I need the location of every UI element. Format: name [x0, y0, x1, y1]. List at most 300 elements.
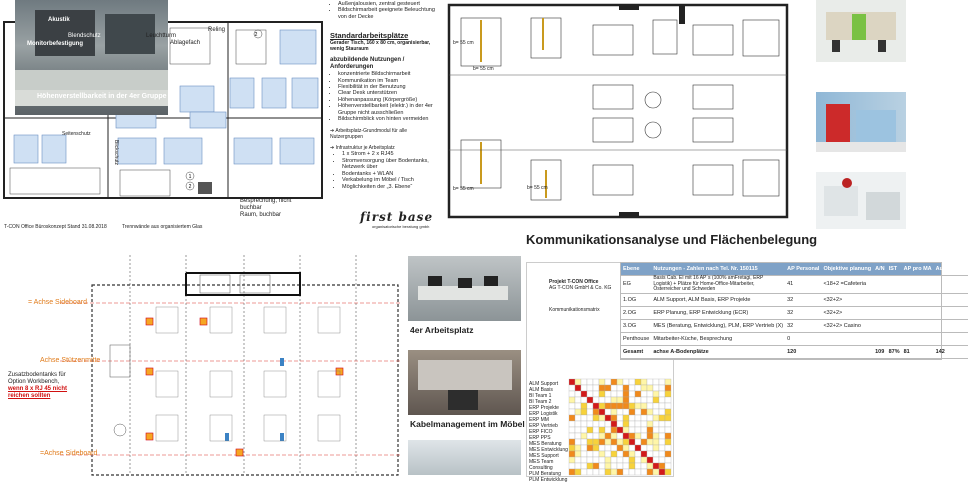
matrix-cell	[575, 451, 581, 457]
cell: 81	[902, 345, 934, 358]
matrix-cell	[599, 469, 605, 475]
matrix-cell	[653, 457, 659, 463]
caption-4er-arbeitsplatz: 4er Arbeitsplatz	[410, 325, 474, 335]
matrix-cell	[653, 451, 659, 457]
legend-besprechung: Besprechung, nicht buchbar	[240, 198, 292, 211]
matrix-cell	[569, 457, 575, 463]
matrix-cell	[665, 445, 671, 451]
dim-label: b= 55 cm	[527, 185, 548, 191]
matrix-cell	[611, 451, 617, 457]
matrix-cell	[587, 457, 593, 463]
label-monitorbefestigung: Monitorbefestigung	[27, 41, 83, 47]
matrix-cell	[575, 385, 581, 391]
matrix-row: MES Team Consulting	[529, 459, 554, 471]
matrix-cell	[599, 445, 605, 451]
matrix-cell	[569, 415, 575, 421]
matrix-cell	[587, 385, 593, 391]
cell	[873, 276, 886, 294]
matrix-cell	[575, 445, 581, 451]
cell	[873, 306, 886, 319]
matrix-cell	[593, 433, 599, 439]
matrix-cell	[593, 379, 599, 385]
cell	[887, 276, 902, 294]
matrix-cell	[665, 469, 671, 475]
matrix-cell	[611, 403, 617, 409]
matrix-cell	[611, 463, 617, 469]
matrix-cell	[659, 397, 665, 403]
matrix-cell	[629, 469, 635, 475]
header-cell: Auslastung	[934, 263, 968, 276]
matrix-cell	[593, 421, 599, 427]
matrix-cell	[665, 433, 671, 439]
matrix-company: AG T-CON GmbH & Co. KG	[549, 285, 612, 291]
cell: <32+2>	[821, 293, 873, 306]
matrix-cell	[569, 451, 575, 457]
matrix-cell	[647, 439, 653, 445]
matrix-cell	[587, 415, 593, 421]
label-akustik: Akustik	[48, 17, 70, 23]
floor-plan-bottom-drawing	[0, 255, 402, 475]
matrix-cell	[569, 385, 575, 391]
matrix-cell	[569, 391, 575, 397]
matrix-cell	[623, 397, 629, 403]
matrix-cell	[587, 451, 593, 457]
cell: ALM Support, ALM Basis, ERP Projekte	[651, 293, 785, 306]
label-achse-stuetzenmitte: Achse Stützenmitte	[40, 357, 101, 364]
label-reling: Reling	[208, 27, 226, 33]
matrix-cell	[653, 427, 659, 433]
matrix-cell	[659, 451, 665, 457]
matrix-cell	[653, 469, 659, 475]
label-seitenschutz: Seitenschutz	[62, 131, 91, 137]
matrix-cell	[635, 463, 641, 469]
note-text: Zusatzbodentanks für Option Workbench,	[8, 372, 66, 385]
matrix-cell	[617, 421, 623, 427]
table-row	[621, 293, 968, 306]
matrix-cell	[659, 415, 665, 421]
svg-text:2: 2	[254, 32, 258, 38]
cell: 32	[785, 293, 821, 306]
matrix-cell	[617, 403, 623, 409]
first-base-logo	[360, 210, 433, 229]
matrix-cell	[641, 469, 647, 475]
page-heading: Kommunikationsanalyse und Flächenbelegung	[526, 232, 818, 247]
matrix-title: Kommunikationsmatrix	[549, 307, 600, 313]
dim-label: b= 55 cm	[473, 66, 494, 72]
requirements-panel	[330, 0, 440, 200]
matrix-cell	[659, 457, 665, 463]
photo-desk-group	[816, 0, 906, 62]
header-cell: IST	[887, 263, 902, 276]
header-cell: Nutzungen - Zahlen nach Tel. Nr. 150115	[651, 263, 785, 276]
matrix-cell	[647, 433, 653, 439]
label-leuchtturm: Leuchtturm	[146, 33, 177, 39]
matrix-cell	[581, 397, 587, 403]
matrix-cell	[635, 415, 641, 421]
matrix-cell	[629, 439, 635, 445]
matrix-cell	[659, 433, 665, 439]
matrix-row: ALM Support	[529, 381, 559, 387]
matrix-cell	[593, 403, 599, 409]
matrix-cell	[593, 457, 599, 463]
matrix-cell	[659, 427, 665, 433]
matrix-cell	[665, 421, 671, 427]
cell	[873, 319, 886, 332]
matrix-cell	[635, 439, 641, 445]
table-row-total	[621, 345, 968, 358]
svg-text:1: 1	[188, 174, 192, 180]
matrix-cell	[611, 433, 617, 439]
req-arrow2: Infrastruktur je Arbeitsplatz	[335, 145, 395, 152]
matrix-cell	[593, 397, 599, 403]
matrix-cell	[653, 415, 659, 421]
cell: 32	[785, 306, 821, 319]
req-infra	[330, 151, 440, 189]
matrix-row: MES Entwicklung	[529, 447, 568, 453]
matrix-cell	[581, 457, 587, 463]
matrix-cell	[659, 379, 665, 385]
cell: <18+2 =Cafeteria	[821, 276, 873, 294]
matrix-cell	[593, 463, 599, 469]
matrix-cell	[629, 427, 635, 433]
matrix-cell	[611, 427, 617, 433]
matrix-cell	[617, 409, 623, 415]
matrix-cell	[605, 469, 611, 475]
matrix-cell	[659, 445, 665, 451]
table-row	[621, 332, 968, 345]
matrix-cell	[635, 391, 641, 397]
req-arrow1: Arbeitsplatz-Grundmodul für alle Nutzergruppen	[330, 128, 408, 141]
req-bullet: • Höhenanpassung (Körpergröße)	[338, 97, 440, 103]
matrix-cell	[647, 451, 653, 457]
matrix-cell	[569, 463, 575, 469]
label-achse-sideboard-1: = Achse Sideboard	[28, 299, 87, 306]
matrix-cell	[617, 427, 623, 433]
matrix-cell	[599, 463, 605, 469]
matrix-cell	[641, 421, 647, 427]
matrix-cell	[587, 427, 593, 433]
floor-plan-bottom	[0, 255, 402, 475]
matrix-cell	[569, 469, 575, 475]
matrix-cell	[653, 439, 659, 445]
dim-label: b= 55 cm	[453, 40, 474, 46]
matrix-cell	[641, 463, 647, 469]
matrix-cell	[665, 427, 671, 433]
matrix-cell	[605, 433, 611, 439]
matrix-cell	[599, 421, 605, 427]
matrix-cell	[623, 403, 629, 409]
matrix-cell	[635, 409, 641, 415]
matrix-cell	[653, 421, 659, 427]
label-blickschutz: Blickschutz	[113, 140, 119, 166]
matrix-cell	[581, 385, 587, 391]
matrix-cell	[605, 427, 611, 433]
matrix-cell	[605, 463, 611, 469]
matrix-cell	[647, 457, 653, 463]
matrix-cell	[599, 403, 605, 409]
matrix-cell	[659, 409, 665, 415]
footer-center: Trennwände aus organisiertem Glas	[122, 224, 203, 230]
matrix-cell	[569, 403, 575, 409]
matrix-cell	[659, 391, 665, 397]
photo-office-white	[816, 172, 906, 229]
matrix-cell	[605, 379, 611, 385]
matrix-cell	[611, 421, 617, 427]
matrix-cell	[587, 433, 593, 439]
matrix-cell	[653, 463, 659, 469]
cell: 109	[873, 345, 886, 358]
matrix-cell	[587, 469, 593, 475]
logo-subtext: organisatorische beratung gmbh	[372, 224, 430, 229]
matrix-cell	[623, 439, 629, 445]
req-section: abzubildende Nutzungen / Anforderungen	[330, 57, 405, 71]
matrix-cell	[587, 421, 593, 427]
matrix-cell	[575, 463, 581, 469]
matrix-cell	[665, 379, 671, 385]
cell	[902, 306, 934, 319]
matrix-cell	[647, 397, 653, 403]
matrix-cell	[623, 427, 629, 433]
matrix-cell	[581, 433, 587, 439]
matrix-cell	[605, 409, 611, 415]
header-cell: AP pro MA	[902, 263, 934, 276]
matrix-cell	[665, 397, 671, 403]
cell: EG	[621, 276, 651, 294]
matrix-cell	[641, 415, 647, 421]
matrix-cell	[623, 409, 629, 415]
cell: 1.OG	[621, 293, 651, 306]
note-red: wenn 8 x RJ 45 nicht reichen sollten	[8, 386, 68, 399]
matrix-cell	[617, 415, 623, 421]
cell	[887, 332, 902, 345]
matrix-cell	[581, 379, 587, 385]
req-top-2: • Bildschirmarbeit geeignete Beleuchtung von der Decke	[338, 7, 440, 20]
dim-label: b= 55 cm	[453, 186, 474, 192]
floor-plan-center-drawing	[443, 0, 796, 222]
matrix-cell	[623, 451, 629, 457]
matrix-cell	[623, 385, 629, 391]
cell: Penthouse	[621, 332, 651, 345]
matrix-cell	[629, 433, 635, 439]
matrix-cell	[611, 469, 617, 475]
legend-raum: Raum, buchbar	[240, 212, 282, 218]
workstation-photo	[15, 0, 168, 115]
matrix-cell	[575, 403, 581, 409]
matrix-cell	[587, 397, 593, 403]
matrix-cell	[665, 409, 671, 415]
matrix-cell	[581, 409, 587, 415]
matrix-cell	[575, 397, 581, 403]
matrix-cell	[599, 391, 605, 397]
matrix-cell	[599, 415, 605, 421]
matrix-cell	[623, 421, 629, 427]
table-row	[621, 276, 968, 294]
matrix-cell	[629, 421, 635, 427]
matrix-cell	[641, 409, 647, 415]
cell	[934, 306, 968, 319]
cell: 32	[785, 319, 821, 332]
matrix-cell	[617, 457, 623, 463]
cell: <32+2> Casino	[821, 319, 873, 332]
matrix-cell	[611, 439, 617, 445]
matrix-cell	[665, 415, 671, 421]
matrix-row: MES Support	[529, 453, 559, 459]
cell: 0	[785, 332, 821, 345]
cell	[934, 332, 968, 345]
matrix-cell	[599, 385, 605, 391]
matrix-row: MES Beratung	[529, 441, 562, 447]
matrix-row: BI Team 1	[529, 393, 552, 399]
matrix-cell	[587, 439, 593, 445]
cell: Basis Cab. EI mit 16 AP´s (100% amFretagi, ERP Logistik) + Plätze für Home-Office-Mitarbeiter, Österreicher und Schweden	[651, 276, 785, 294]
cell: MES (Beratung, Entwicklung), PLM, ERP Vertrieb (X)	[651, 319, 785, 332]
matrix-cell	[653, 397, 659, 403]
matrix-cell	[581, 427, 587, 433]
floor-table-header-row	[621, 263, 968, 276]
matrix-cell	[569, 409, 575, 415]
header-cell: Objektive planung	[821, 263, 873, 276]
matrix-cell	[665, 463, 671, 469]
floor-table-sheet	[620, 262, 966, 360]
matrix-cell	[575, 433, 581, 439]
matrix-cell	[617, 397, 623, 403]
matrix-cell	[629, 463, 635, 469]
matrix-cell	[623, 445, 629, 451]
matrix-cell	[575, 391, 581, 397]
matrix-cell	[647, 385, 653, 391]
matrix-cell	[665, 439, 671, 445]
req-bullet: • konzentrierte Bildschirmarbeit	[338, 71, 440, 77]
matrix-cell	[599, 439, 605, 445]
matrix-cell	[653, 403, 659, 409]
matrix-cell	[569, 421, 575, 427]
header-cell: Ebene	[621, 263, 651, 276]
matrix-row: BI Team 2	[529, 399, 552, 405]
matrix-cell	[581, 463, 587, 469]
matrix-cell	[605, 391, 611, 397]
matrix-cell	[587, 445, 593, 451]
matrix-cell	[641, 433, 647, 439]
matrix-cell	[587, 391, 593, 397]
matrix-cell	[659, 463, 665, 469]
floor-plan-top-left	[0, 0, 330, 232]
cell	[873, 332, 886, 345]
cell: 142	[934, 345, 968, 358]
matrix-cell	[647, 421, 653, 427]
req-infra-item: • Verkabelung im Möbel / Tisch	[342, 177, 440, 183]
floor-table	[621, 263, 968, 359]
matrix-cell	[629, 397, 635, 403]
cell: 2.OG	[621, 306, 651, 319]
matrix-cell	[617, 469, 623, 475]
matrix-cell	[611, 397, 617, 403]
logo-text: first base	[360, 210, 434, 224]
cell	[887, 306, 902, 319]
req-subtitle: Gerader Tisch, 160 x 80 cm, organisierbar, wenig Stauraum	[330, 40, 431, 53]
matrix-cell	[569, 397, 575, 403]
matrix-cell	[599, 433, 605, 439]
matrix-cell	[653, 379, 659, 385]
matrix-cell	[611, 385, 617, 391]
cell: ERP Planung, ERP Entwicklung (ECR)	[651, 306, 785, 319]
matrix-cell	[587, 403, 593, 409]
photo-kabelmanagement	[408, 350, 521, 415]
matrix-cell	[629, 385, 635, 391]
matrix-row: ERP Logistik	[529, 411, 558, 417]
matrix-cell	[653, 385, 659, 391]
matrix-cell	[635, 403, 641, 409]
matrix-row: ERP Vertrieb	[529, 423, 558, 429]
matrix-cell	[623, 415, 629, 421]
matrix-cell	[635, 457, 641, 463]
matrix-cell	[569, 433, 575, 439]
matrix-cell	[593, 469, 599, 475]
svg-text:2: 2	[188, 184, 192, 190]
matrix-cell	[629, 379, 635, 385]
matrix-cell	[629, 391, 635, 397]
matrix-project: Projekt T-CON Office	[549, 279, 599, 285]
matrix-cell	[641, 457, 647, 463]
matrix-cell	[635, 379, 641, 385]
matrix-cell	[635, 427, 641, 433]
matrix-cell	[623, 433, 629, 439]
matrix-cell	[611, 445, 617, 451]
matrix-cell	[641, 385, 647, 391]
matrix-cell	[581, 391, 587, 397]
photo-open-office	[408, 440, 521, 475]
matrix-cell	[635, 397, 641, 403]
cell	[902, 276, 934, 294]
matrix-cell	[599, 379, 605, 385]
caption-kabelmanagement: Kabelmanagement im Möbel	[410, 419, 525, 429]
matrix-cell	[641, 439, 647, 445]
matrix-cell	[581, 439, 587, 445]
matrix-cell	[593, 385, 599, 391]
matrix-cell	[659, 385, 665, 391]
matrix-cell	[605, 415, 611, 421]
req-infra-item: • 1 x Strom + 2 x RJ45	[342, 151, 440, 157]
matrix-cell	[617, 445, 623, 451]
matrix-cell	[605, 403, 611, 409]
matrix-cell	[653, 391, 659, 397]
matrix-grid	[569, 379, 673, 479]
matrix-cell	[635, 469, 641, 475]
matrix-cell	[635, 421, 641, 427]
matrix-cell	[629, 409, 635, 415]
matrix-cell	[665, 403, 671, 409]
req-title: Standardarbeitsplätze	[330, 31, 409, 41]
matrix-cell	[605, 439, 611, 445]
req-bullet: • Kommunikation im Team	[338, 78, 440, 84]
req-bullet: • Flexibilität in der Benutzung	[338, 84, 440, 90]
matrix-cell	[593, 445, 599, 451]
matrix-cell	[647, 391, 653, 397]
cell	[873, 293, 886, 306]
cell: 3.OG	[621, 319, 651, 332]
matrix-cell	[617, 379, 623, 385]
matrix-cell	[629, 403, 635, 409]
matrix-cell	[617, 451, 623, 457]
matrix-cell	[605, 421, 611, 427]
matrix-cell	[605, 457, 611, 463]
matrix-cell	[635, 385, 641, 391]
floor-plan-top-center	[443, 0, 796, 222]
label-blendschutz: Blendschutz	[68, 33, 101, 39]
matrix-cell	[575, 469, 581, 475]
matrix-cell	[575, 427, 581, 433]
table-row	[621, 306, 968, 319]
matrix-cell	[599, 397, 605, 403]
